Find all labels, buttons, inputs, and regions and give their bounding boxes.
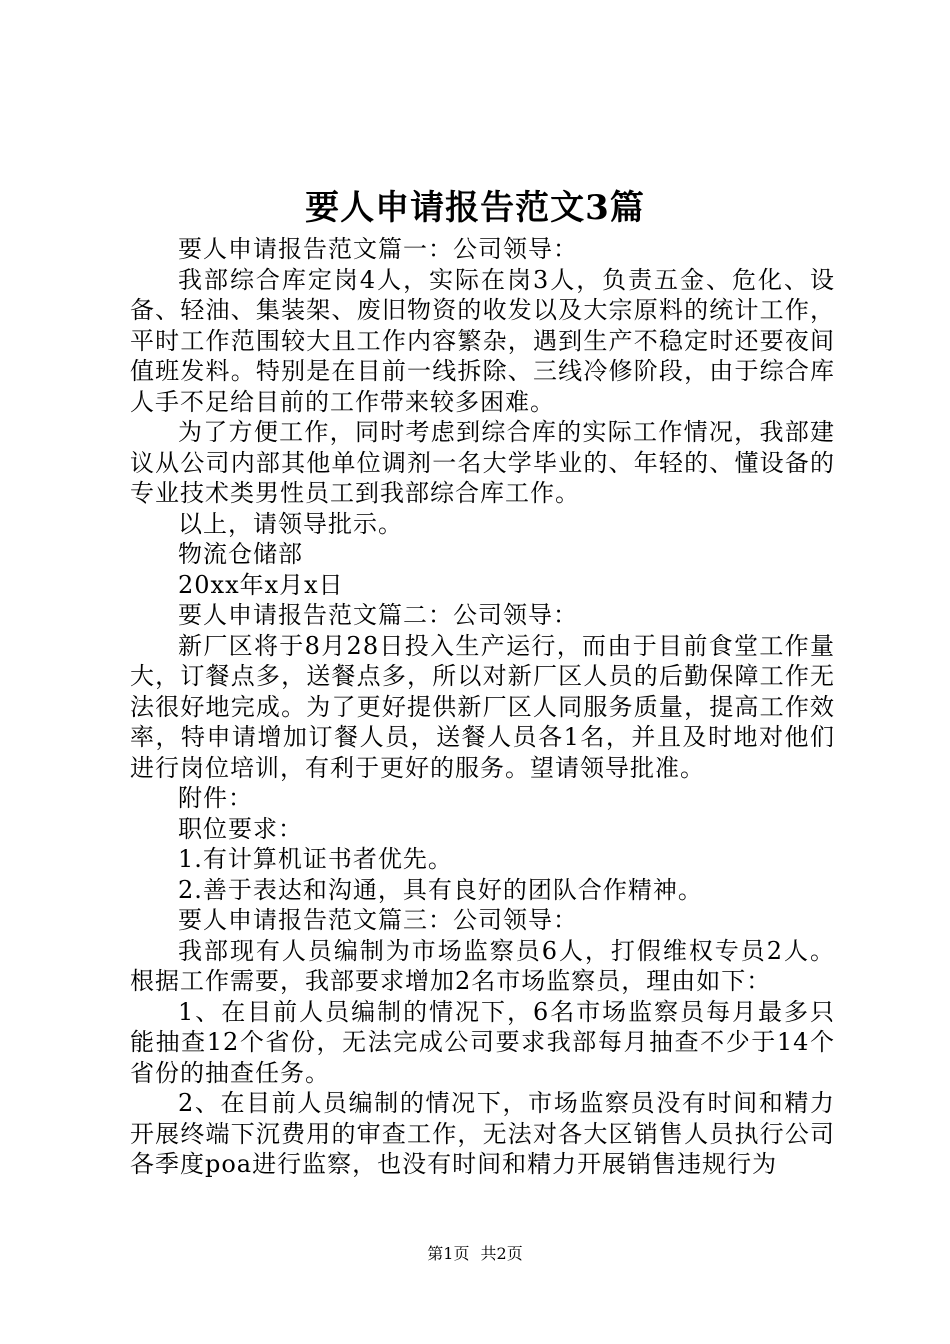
paragraph: 以上，请领导批示。 (178, 509, 403, 538)
paragraph: 1、在目前人员编制的情况下，6名市场监察员每月最多只能抽查12个省份，无法完成公司要求我部每月抽查不少于14个省份的抽查任务。 (130, 997, 835, 1087)
paragraph: 1.有计算机证书者优先。 (178, 845, 453, 873)
document-title: 要人申请报告范文3篇 (305, 188, 645, 228)
paragraph: 2.善于表达和沟通，具有良好的团队合作精神。 (178, 875, 703, 904)
paragraph: 物流仓储部 (178, 540, 303, 568)
paragraph: 附件： (178, 784, 253, 812)
paragraph: 新厂区将于8月28日投入生产运行，而由于目前食堂工作量大，订餐点多，送餐点多，所以对新厂区人员的后勤保障工作无法很好地完成。为了更好提供新厂区人同服务质量，提高工作效率，特申请增加订餐人员，送餐人员各1名，并且及时地对他们进行岗位培训，有利于更好的服务。望请领导批准。 (130, 631, 835, 782)
page-number: 第1页 (427, 1244, 470, 1263)
paragraph: 2、在目前人员编制的情况下，市场监察员没有时间和精力开展终端下沉费用的审查工作，无法对各大区销售人员执行公司各季度poa进行监察，也没有时间和精力开展销售违规行为 (130, 1089, 835, 1178)
paragraph: 我部现有人员编制为市场监察员6人，打假维权专员2人。根据工作需要，我部要求增加2名市场监察员，理由如下： (130, 936, 835, 995)
paragraph: 20xx年x月x日 (178, 570, 344, 599)
paragraph: 为了方便工作，同时考虑到综合库的实际工作情况，我部建议从公司内部其他单位调剂一名大学毕业的、年轻的、懂设备的专业技术类男性员工到我部综合库工作。 (130, 418, 835, 507)
paragraph: 要人申请报告范文篇三：公司领导： (178, 906, 578, 934)
page-footer (0, 1243, 950, 1265)
paragraph: 要人申请报告范文篇二：公司领导： (178, 601, 578, 629)
paragraph: 要人申请报告范文篇一：公司领导： (178, 235, 578, 263)
paragraph: 我部综合库定岗4人，实际在岗3人，负责五金、危化、设备、轻油、集装架、废旧物资的收发以及大宗原料的统计工作，平时工作范围较大且工作内容繁杂，遇到生产不稳定时还要夜间值班发料。特别是在目前一线拆除、三线冷修阶段，由于综合库人手不足给目前的工作带来较多困难。 (130, 265, 835, 416)
page-total: 共2页 (480, 1244, 523, 1263)
paragraph: 职位要求： (178, 814, 303, 843)
document-body (130, 234, 835, 1180)
